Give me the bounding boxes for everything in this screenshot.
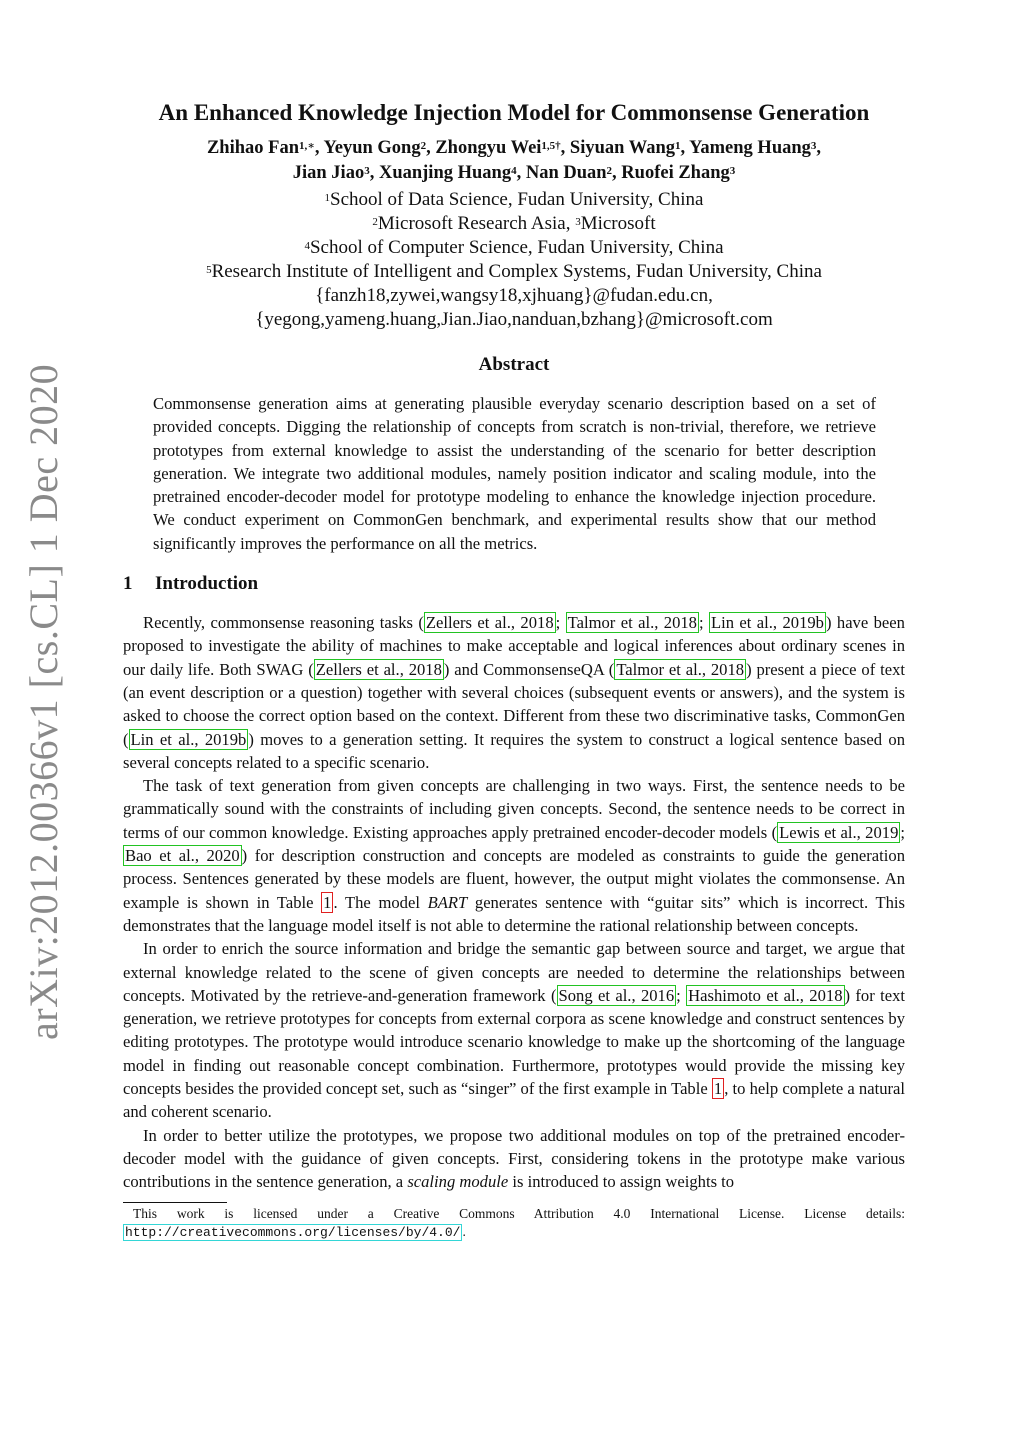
affiliation-text: Microsoft	[580, 213, 656, 234]
affiliation-text: Microsoft Research Asia,	[377, 213, 576, 234]
affiliation-sup: 3	[575, 216, 581, 228]
author-line-1: Zhihao Fan$^{1,∗}$, Yeyun Gong$^2$, Zhongyu Wei$^{1,5\dagger}$, Siyuan Wang$^1$, Yameng Huang$^3$,	[206, 138, 822, 158]
section-heading	[123, 573, 905, 595]
author-name: Xuanjing Huang	[378, 163, 512, 183]
text-run: ) present a piece of text (an event description or a question) together with several choices (subsequent events or answers), and the system is asked to choose the correct option based on the context. Different from these two discriminative tasks, CommonGen (	[123, 659, 905, 749]
affiliation-text: Research Institute of Intelligent and Complex Systems, Fudan University, China	[211, 261, 822, 282]
text-run: Recently, commonsense reasoning tasks (	[143, 613, 424, 633]
paragraph-4	[123, 1124, 905, 1194]
citation-link[interactable]: Talmor et al., 2018	[616, 659, 745, 679]
citation-link[interactable]: Song et al., 2016	[558, 985, 675, 1005]
paragraph-1	[123, 611, 905, 774]
paper-page	[123, 100, 905, 1242]
author-sup: 1	[675, 140, 681, 152]
paper-title: An Enhanced Knowledge Injection Model for Commonsense Generation	[158, 100, 870, 125]
section-number: 1	[123, 573, 133, 595]
text-run: ) for description construction and concepts are modeled as constraints to guide the generation process. Sentences generated by these models are fluent, however, the output might violates the commonsense. An example is shown in Table	[123, 846, 905, 912]
author-name: Zhongyu Wei	[435, 138, 542, 158]
affiliation-sup: 1	[324, 192, 331, 204]
author-line-2: Jian Jiao$^3$, Xuanjing Huang$^4$, Nan Duan$^2$, Ruofei Zhang$^3$	[292, 163, 736, 183]
section-title: Introduction	[155, 573, 259, 595]
author-sup: 2	[606, 165, 613, 177]
citation-link[interactable]: Lewis et al., 2019	[779, 822, 899, 842]
text-run: ;	[698, 613, 709, 633]
text-run: In order to enrich the source information and bridge the semantic gap between source and target, we argue that external knowledge related to the scene of given concepts are needed to determine the relationships between concepts. Motivated by the retrieve-and-generation framework (	[123, 939, 905, 1005]
table-ref-link[interactable]: 1	[323, 892, 332, 912]
author-sup: 1,5†	[541, 140, 561, 152]
abstract-text: Commonsense generation aims at generating plausible everyday scenario description based on a set of provided concepts. Digging the relationship of concepts from scratch is non-trivial, therefore, we retrieve prototypes from external knowledge to assist the understanding of the scenario for better description generation. We integrate two additional modules, namely position indicator and scaling module, into the pretrained encoder-decoder model for prototype modeling to enhance the knowledge injection procedure. We conduct experiment on CommonGen benchmark, and experimental results show that our method significantly improves the performance on all the metrics.	[153, 394, 876, 553]
author-name: Nan Duan	[525, 163, 607, 183]
text-run: The task of text generation from given concepts are challenging in two ways. First, the sentence needs to be grammatically sound with the constraints of including given concepts. Second, the sentence needs to be correct in terms of our common knowledge. Existing approaches apply pretrained encoder-decoder models (	[123, 776, 905, 842]
citation-link[interactable]: Lin et al., 2019b	[710, 613, 824, 633]
affiliation-sup: 5	[206, 264, 212, 276]
text-run: .	[462, 1223, 466, 1239]
citation-link[interactable]: Zellers et al., 2018	[315, 659, 442, 679]
license-url-link[interactable]: http://creativecommons.org/licenses/by/4.0/	[125, 1224, 461, 1240]
email-line: {fanzh18,zywei,wangsy18,xjhuang}@fudan.edu.cn,	[315, 285, 713, 306]
affiliation-sup: 4	[304, 240, 310, 252]
text-run: . The model	[333, 892, 428, 912]
author-sup: 3	[364, 165, 370, 177]
affiliation-text: School of Computer Science, Fudan University, China	[309, 237, 724, 258]
paragraph-3	[123, 937, 905, 1123]
citation-link[interactable]: Talmor et al., 2018	[567, 613, 697, 633]
text-run: ;	[900, 822, 905, 842]
affiliation-list	[123, 188, 905, 332]
text-run: , to help complete a natural and coherent scenario.	[123, 1079, 906, 1122]
text-run: This work is licensed under a Creative Commons Attribution 4.0 International License. License details:	[133, 1205, 905, 1221]
affiliation-line	[123, 236, 905, 260]
author-sup: 1,∗	[299, 140, 315, 152]
table-ref-link[interactable]: 1	[713, 1079, 723, 1099]
author-name: Yameng Huang	[689, 138, 811, 158]
author-name: Yeyun Gong	[323, 138, 421, 158]
text-run: ) moves to a generation setting. It requires the system to construct a logical sentence based on several concepts related to a specific scenario.	[123, 729, 905, 772]
citation-link[interactable]: Lin et al., 2019b	[130, 729, 247, 749]
emphasis-text: scaling module	[407, 1172, 509, 1192]
affiliation-line	[123, 212, 905, 236]
author-sup: 4	[511, 165, 517, 177]
text-run: In order to better utilize the prototypes, we propose two additional modules on top of the pretrained encoder-decoder model with the guidance of given concepts. First, considering tokens in the prototype make various contributions in the sentence generation, a	[123, 1125, 905, 1192]
author-name: Siyuan Wang	[569, 138, 675, 158]
arxiv-side-stamp: arXiv:2012.00366v1 [cs.CL] 1 Dec 2020	[21, 363, 66, 1040]
citation-link[interactable]: Hashimoto et al., 2018	[688, 985, 843, 1005]
author-name: Zhihao Fan	[206, 138, 299, 158]
affiliation-text: School of Data Science, Fudan University, China	[330, 189, 704, 210]
text-run: ;	[676, 985, 687, 1005]
affiliation-line	[123, 188, 905, 212]
text-run: is introduced to assign weights to	[508, 1172, 735, 1192]
author-name: Jian Jiao	[292, 163, 365, 183]
email-line: {yegong,yameng.huang,Jian.Jiao,nanduan,bzhang}@microsoft.com	[255, 309, 773, 330]
paragraph-2	[123, 774, 905, 937]
text-run: ) for text generation, we retrieve prototypes for concepts from external corpora as scene knowledge and construct sentences by editing prototypes. The prototype would introduce scenario knowledge to make up the shortcoming of the language model in finding out reasonable concept combination. Furthermore, prototypes would provide the missing key concepts besides the provided concept set, such as “singer” of the first example in Table	[123, 985, 905, 1099]
author-name: Ruofei Zhang	[621, 163, 730, 183]
affiliation-line	[123, 260, 905, 284]
author-sup: 3	[810, 140, 817, 152]
footnote	[123, 1205, 905, 1242]
affiliation-sup: 2	[372, 216, 378, 228]
text-run: ;	[555, 613, 566, 633]
text-run: ) and CommonsenseQA (	[443, 659, 615, 679]
emphasis-text: BART	[427, 892, 468, 912]
text-run: generates sentence with “guitar sits” which is incorrect. This demonstrates that the language model itself is not able to determine the rational relationship between concepts.	[123, 892, 906, 935]
citation-link[interactable]: Zellers et al., 2018	[425, 613, 554, 633]
author-sup: 2	[420, 140, 427, 152]
footnote-text	[123, 1205, 905, 1242]
abstract-heading: Abstract	[478, 354, 550, 375]
citation-link[interactable]: Bao et al., 2020	[125, 846, 240, 866]
footnote-rule	[123, 1202, 227, 1203]
author-list	[123, 136, 905, 186]
text-run: ) have been proposed to investigate the ability of machines to make acceptable and logical inferences about ordinary scenes in our daily life. Both SWAG (	[123, 613, 905, 679]
author-sup: 3	[729, 165, 736, 177]
